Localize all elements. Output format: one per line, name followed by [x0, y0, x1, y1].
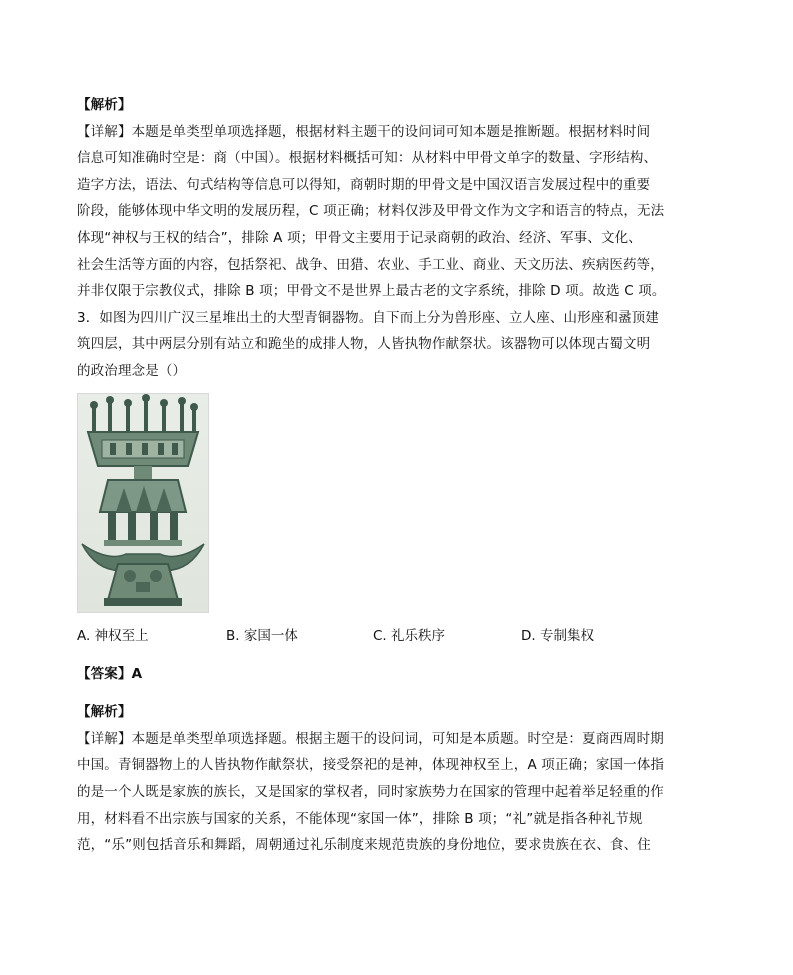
- analysis-heading-2: 【解析】: [77, 704, 132, 721]
- option-b[interactable]: B. 家国一体: [226, 627, 298, 644]
- analysis-heading-1: 【解析】: [77, 97, 132, 113]
- analysis-section-2: [77, 699, 717, 859]
- paragraph-line: 的是一个人既是家族的族长，又是国家的掌权者，同时家族势力在国家的管理中起着举足轻重的作: [77, 783, 664, 800]
- paragraph-line: 体现“神权与王权的结合”，排除 A 项；甲骨文主要用于记录商朝的政治、经济、军事、文化、: [77, 229, 642, 246]
- paragraph-line: 社会生活等方面的内容，包括祭祀、战争、田猎、农业、手工业、商业、天文历法、疾病医药等，: [77, 256, 664, 273]
- question-line: 筑四层，其中两层分别有站立和跪坐的成排人物，人皆执物作献祭状。该器物可以体现古蜀文明: [77, 336, 651, 353]
- question-line: 3．如图为四川广汉三星堆出土的大型青铜器物。自下而上分为兽形座、立人座、山形座和盝顶建: [77, 309, 660, 326]
- option-c[interactable]: C. 礼乐秩序: [373, 627, 446, 644]
- paragraph-line: 并非仅限于宗教仪式，排除 B 项；甲骨文不是世界上最古老的文字系统，排除 D 项。故选 C 项。: [77, 283, 666, 300]
- bronze-artifact-icon: [78, 394, 208, 612]
- option-a[interactable]: A. 神权至上: [77, 627, 149, 644]
- paragraph-line: 【详解】本题是单类型单项选择题，根据材料主题干的设问词可知本题是推断题。根据材料时间: [77, 123, 651, 140]
- option-d[interactable]: D. 专制集权: [521, 627, 594, 644]
- paragraph-line: 范，“乐”则包括音乐和舞蹈，周朝通过礼乐制度来规范贵族的身份地位，要求贵族在衣、食、住: [77, 837, 651, 854]
- bronze-artifact-photo: [77, 393, 209, 613]
- question-3-stem: [77, 305, 717, 385]
- paragraph-line: 信息可知准确时空是：商（中国）。根据材料概括可知：从材料中甲骨文单字的数量、字形结构、: [77, 150, 658, 167]
- answer-label: 【答案】A: [77, 665, 143, 682]
- paragraph-line: 用，材料看不出宗族与国家的关系，不能体现“家国一体”，排除 B 项；“礼”就是指各种礼节规: [77, 810, 643, 827]
- paragraph-line: 造字方法，语法、句式结构等信息可以得知，商朝时期的甲骨文是中国汉语言发展过程中的重要: [77, 176, 651, 193]
- paragraph-line: 阶段，能够体现中华文明的发展历程，C 项正确；材料仅涉及甲骨文作为文字和语言的特点，无法: [77, 203, 665, 220]
- question-line: 的政治理念是（）: [77, 362, 187, 379]
- paragraph-line: 中国。青铜器物上的人皆执物作献祭状，接受祭祀的是神，体现神权至上，A 项正确；家国一体指: [77, 757, 665, 774]
- analysis-detail-1: [77, 119, 717, 305]
- answer-options: [77, 623, 717, 649]
- paragraph-line: 【详解】本题是单类型单项选择题。根据主题干的设问词，可知是本质题。时空是：夏商西周时期: [77, 730, 664, 747]
- document-page: [77, 92, 717, 859]
